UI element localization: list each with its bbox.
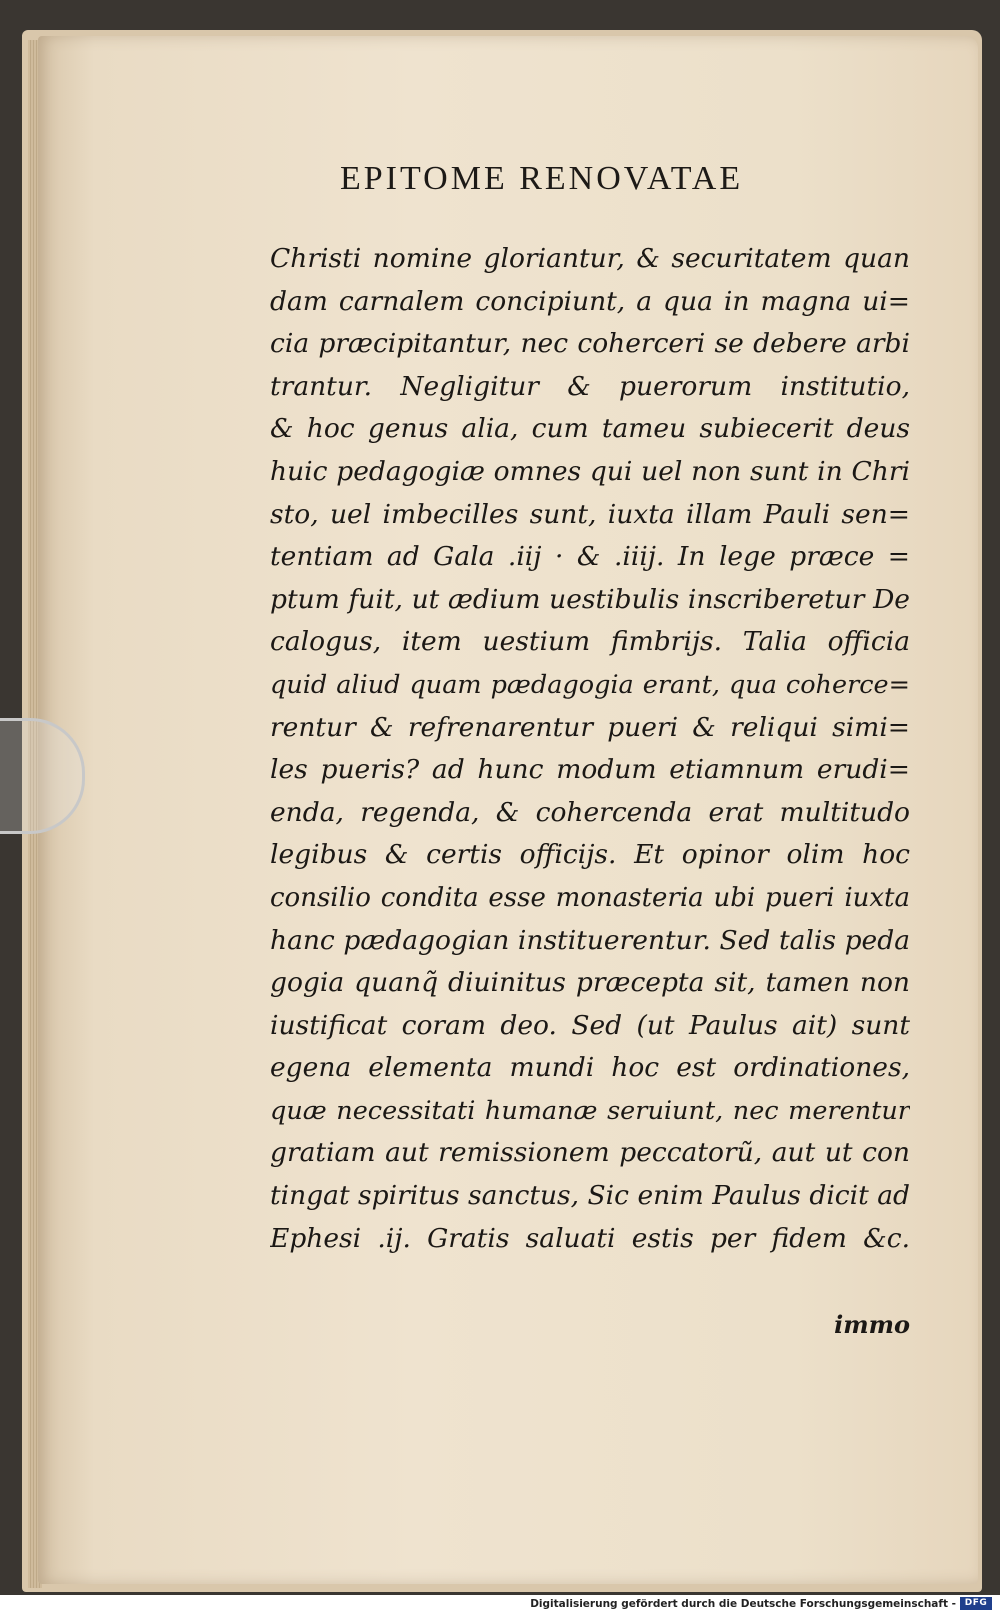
funding-credit: Digitalisierung gefördert durch die Deutsche Forschungsgemeinschaft - <box>530 1598 956 1610</box>
text-line: consilio condita esse monasteria ubi pueri iuxta <box>270 882 910 913</box>
dfg-logo: DFG <box>960 1597 992 1610</box>
text-line: & hoc genus alia, cum tameu subiecerit deus <box>270 413 910 445</box>
text-line: Ephesi .ij. Gratis saluati estis per fidem &c. <box>270 1222 910 1254</box>
text-line: rentur & refrenarentur pueri & reliqui simi= <box>270 711 910 743</box>
text-line: gratiam aut remissionem peccatorũ, aut ut con <box>270 1137 910 1169</box>
body-text <box>270 238 910 1260</box>
text-line: calogus, item uestium fimbrijs. Talia officia <box>270 626 910 658</box>
running-head: EPITOME RENOVATAE <box>340 160 744 197</box>
text-line: gogia quanq̃ diuinitus præcepta sit, tamen non <box>270 967 910 999</box>
text-line: quid aliud quam pædagogia erant, qua coherce= <box>270 669 910 700</box>
text-line: les pueris? ad hunc modum etiamnum erudi= <box>270 754 910 786</box>
text-line: ptum fuit, ut ædium uestibulis inscriberetur De <box>270 583 910 615</box>
text-line: cia præcipitantur, nec coherceri se debere arbi <box>270 328 910 360</box>
text-line: iustificat coram deo. Sed (ut Paulus ait) sunt <box>270 1009 910 1041</box>
text-line: hanc pædagogian instituerentur. Sed talis peda <box>270 924 910 956</box>
text-line: huic pedagogiæ omnes qui uel non sunt in Chri <box>270 455 910 487</box>
text-line: legibus & certis officijs. Et opinor olim hoc <box>270 839 910 871</box>
text-line: egena elementa mundi hoc est ordinationes, <box>270 1052 910 1084</box>
text-line: Christi nomine gloriantur, & securitatem quan <box>270 243 910 274</box>
text-line: quæ necessitati humanæ seruiunt, nec merentur <box>270 1095 910 1126</box>
text-line: tingat spiritus sanctus, Sic enim Paulus dicit ad <box>270 1180 910 1212</box>
text-line: enda, regenda, & cohercenda erat multitudo <box>270 796 910 828</box>
text-line: dam carnalem concipiunt, a qua in magna ui= <box>270 285 910 317</box>
text-line: trantur. Negligitur & puerorum institutio, <box>270 370 910 402</box>
text-line: tentiam ad Gala .iij · & .iiij. In lege præce = <box>270 541 910 573</box>
catchword: immo <box>834 1310 910 1339</box>
text-line: sto, uel imbecilles sunt, iuxta illam Pauli sen= <box>270 498 910 530</box>
